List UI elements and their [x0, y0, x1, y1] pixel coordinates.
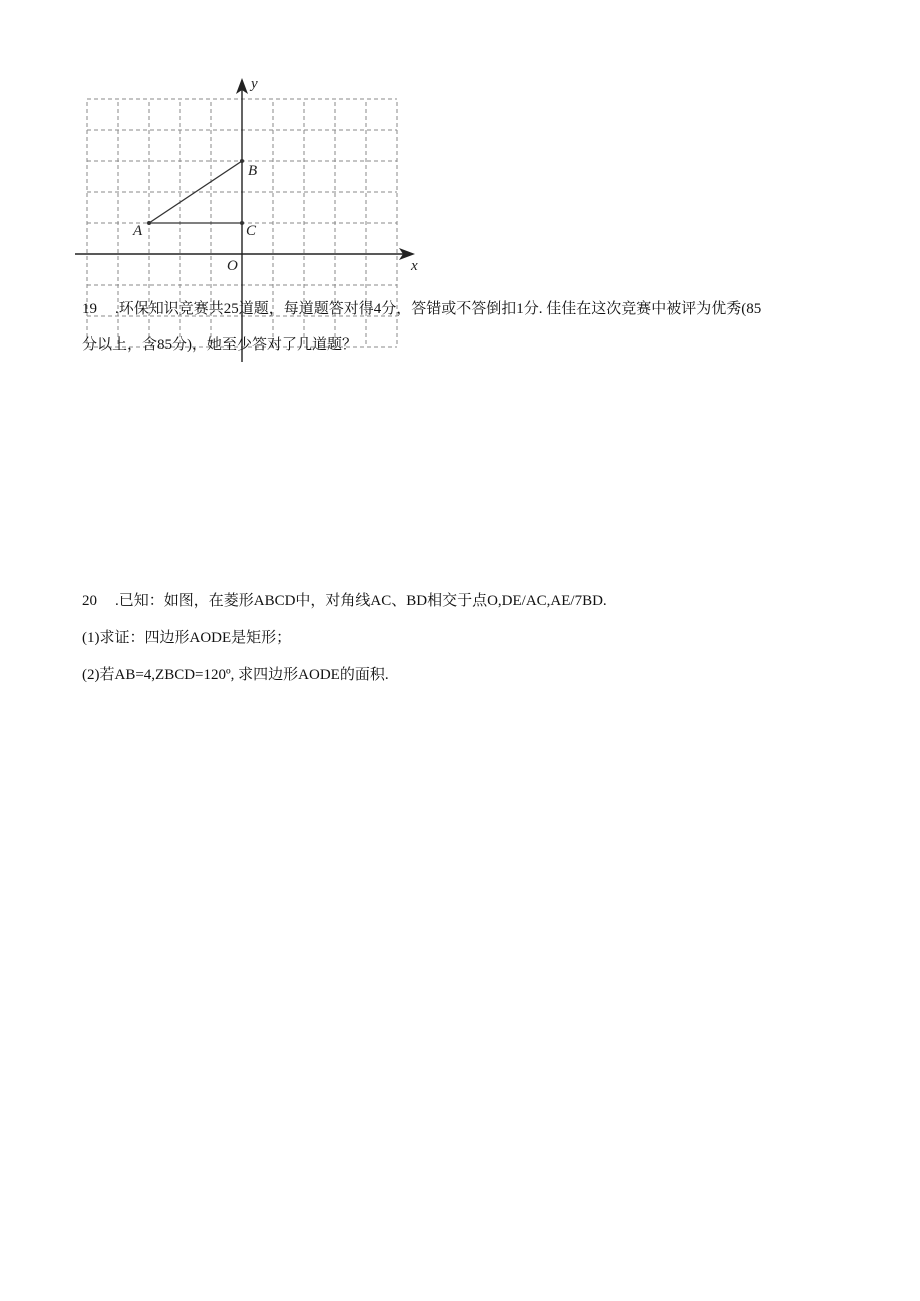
- question-20-part2: (2)若AB=4,ZBCD=120º, 求四边形AODE的面积.: [82, 667, 389, 683]
- question-20: [82, 588, 607, 688]
- question-20-part1: (1)求证：四边形AODE是矩形；: [82, 630, 292, 646]
- point-c: [240, 221, 244, 225]
- origin-label: O: [227, 258, 238, 274]
- point-label-c: C: [246, 223, 257, 239]
- question-19: [82, 296, 761, 358]
- x-axis-label: x: [411, 258, 418, 274]
- point-label-a: A: [133, 223, 143, 239]
- y-axis-label: y: [251, 76, 258, 92]
- question-20-stem: .已知：如图，在菱形ABCD中，对角线AC、BD相交于点O,DE/AC,AE/7BD.: [115, 593, 607, 609]
- question-20-number: 20: [82, 593, 97, 609]
- point-b: [240, 159, 244, 163]
- question-19-line2: 分以上，含85分)，她至少答对了几道题？: [82, 337, 357, 353]
- triangle-points: [132, 159, 257, 239]
- question-19-line1: [82, 296, 761, 322]
- question-19-text-1: .环保知识竞赛共25道题，每道题答对得4分，答错或不答倒扣1分. 佳佳在这次竞赛中被评为优秀(85: [115, 301, 762, 317]
- question-19-number: 19: [82, 301, 97, 317]
- point-a: [147, 221, 151, 225]
- question-20-stem-line: [82, 588, 607, 614]
- point-label-b: B: [248, 163, 258, 179]
